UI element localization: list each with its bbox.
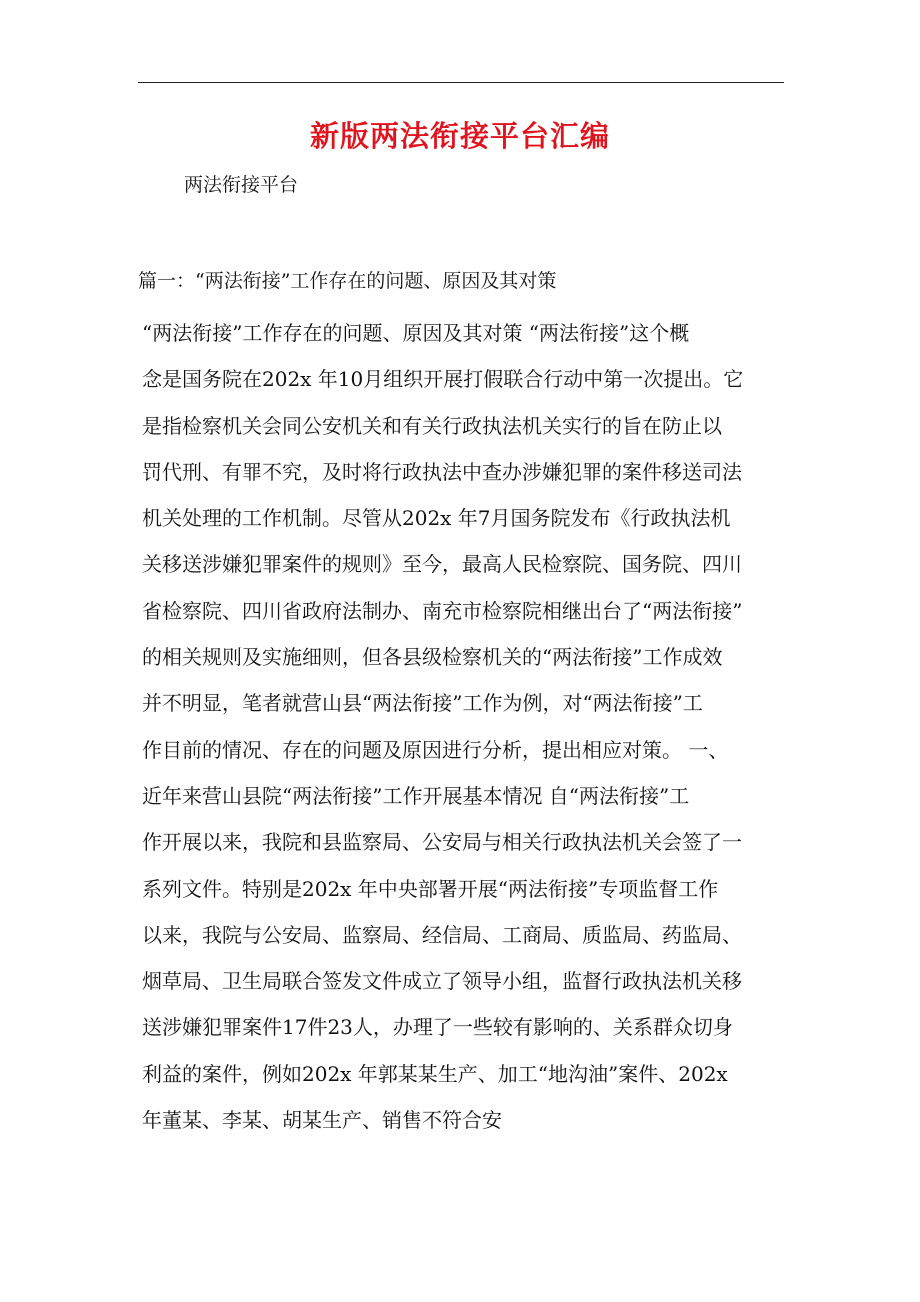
body-line: “两法衔接”工作存在的问题、原因及其对策 “两法衔接”这个概 <box>142 321 690 345</box>
body-line: 机关处理的工作机制。尽管从202x 年7月国务院发布《行政执法机 <box>142 506 731 531</box>
section-heading: 篇一：“两法衔接”工作存在的问题、原因及其对策 <box>138 270 557 292</box>
body-line: 省检察院、四川省政府法制办、南充市检察院相继出台了“两法衔接” <box>142 598 743 623</box>
body-line: 系列文件。特别是202x 年中央部署开展“两法衔接”专项监督工作 <box>142 876 719 901</box>
body-line: 送涉嫌犯罪案件17件23人，办理了一些较有影响的、关系群众切身 <box>142 1015 733 1040</box>
body-line: 关移送涉嫌犯罪案件的规则》至今，最高人民检察院、国务院、四川 <box>142 552 742 577</box>
body-line: 并不明显，笔者就营山县“两法衔接”工作为例，对“两法衔接”工 <box>142 691 703 716</box>
body-line: 以来，我院与公安局、监察局、经信局、工商局、质监局、药监局、 <box>142 922 742 947</box>
body-line: 罚代刑、有罪不究，及时将行政执法中查办涉嫌犯罪的案件移送司法 <box>142 459 742 484</box>
header-rule <box>138 82 784 83</box>
body-line: 作开展以来，我院和县监察局、公安局与相关行政执法机关会签了一 <box>142 830 742 855</box>
body-line: 烟草局、卫生局联合签发文件成立了领导小组，监督行政执法机关移 <box>142 969 742 994</box>
document-subtitle: 两法衔接平台 <box>184 174 299 196</box>
body-text <box>142 310 802 1143</box>
body-line: 是指检察机关会同公安机关和有关行政执法机关实行的旨在防止以 <box>142 413 722 438</box>
body-line: 近年来营山县院“两法衔接”工作开展基本情况 自“两法衔接”工 <box>142 783 690 808</box>
body-line: 念是国务院在202x 年10月组织开展打假联合行动中第一次提出。它 <box>142 367 744 392</box>
body-line: 作目前的情况、存在的问题及原因进行分析，提出相应对策。 一、 <box>142 737 729 762</box>
body-line: 的相关规则及实施细则，但各县级检察机关的“两法衔接”工作成效 <box>142 645 723 670</box>
body-line: 年董某、李某、胡某生产、销售不符合安 <box>142 1108 502 1133</box>
body-line: 利益的案件，例如202x 年郭某某生产、加工“地沟油”案件、202x <box>142 1061 728 1086</box>
document-title: 新版两法衔接平台汇编 <box>309 119 610 153</box>
